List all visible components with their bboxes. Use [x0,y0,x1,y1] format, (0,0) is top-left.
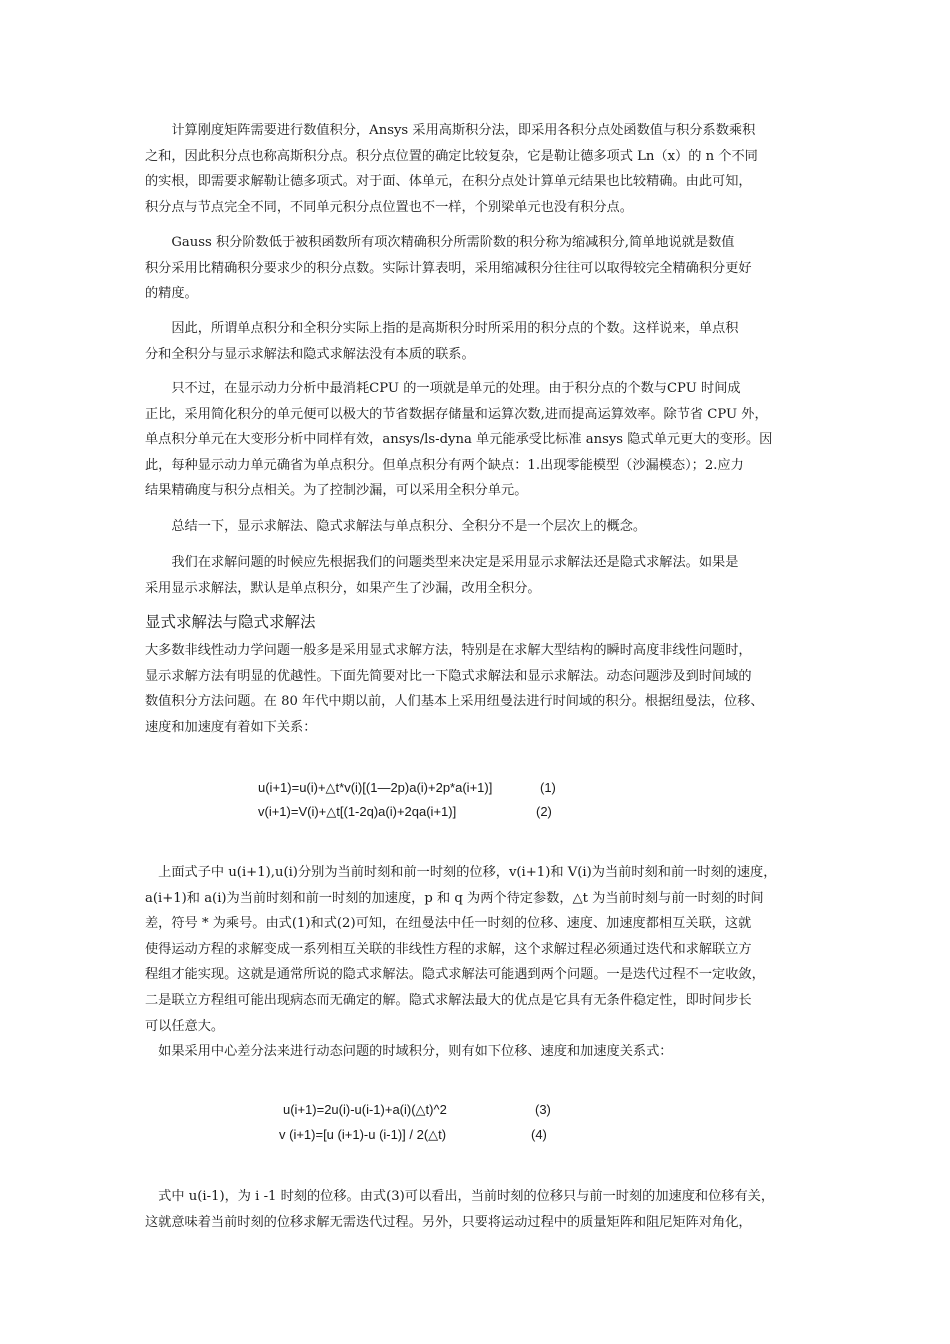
text-line: 总结一下，显示求解法、隐式求解法与单点积分、全积分不是一个层次上的概念。 [145,519,647,534]
text-line: 结果精确度与积分点相关。为了控制沙漏，可以采用全积分单元。 [145,483,528,499]
paragraph-intro [145,638,809,740]
section-heading: 显式求解法与隐式求解法 [145,613,316,631]
text-line: 如果采用中心差分法来进行动态问题的时域积分，则有如下位移、速度和加速度关系式： [145,1044,673,1060]
formula-3: u(i+1)=2u(i)-u(i-1)+a(i)(△t)^2 [283,1102,447,1117]
paragraph-summary [145,514,809,540]
text-line: 积分点与节点完全不同，不同单元积分点位置也不一样，个别梁单元也没有积分点。 [145,199,633,215]
formula-1: u(i+1)=u(i)+△t*v(i)[(1—2p)a(i)+2p*a(i+1)] [258,780,493,795]
paragraph-integration-points [145,118,809,220]
text-line: 分和全积分与显示求解法和隐式求解法没有本质的联系。 [145,346,475,362]
text-line: 大多数非线性动力学问题一般多是采用显式求解方法，特别是在求解大型结构的瞬时高度非线性问题时， [145,643,752,658]
paragraph-central-difference [145,1184,809,1235]
text-line: 式中 u(i-1)，为 i -1 时刻的位移。由式(3)可以看出，当前时刻的位移只与前一时刻的加速度和位移有关， [145,1189,775,1204]
text-line: 数值积分方法问题。在 80 年代中期以前，人们基本上采用纽曼法进行时间域的积分。根据纽曼法，位移、 [145,694,764,710]
formula-2: v(i+1)=V(i)+△t[(1-2q)a(i)+2qa(i+1)] [258,804,457,819]
text-line: 差，符号 * 为乘号。由式(1)和式(2)可知，在纽曼法中任一时刻的位移、速度、加速度都相互关联，这就 [145,916,752,932]
text-line: 计算刚度矩阵需要进行数值积分，Ansys 采用高斯积分法，即采用各积分点处函数值与积分系数乘积 [145,123,756,138]
text-line: Gauss 积分阶数低于被积函数所有项次精确积分所需阶数的积分称为缩减积分,简单地说就是数值 [145,235,735,250]
text-line: 我们在求解问题的时候应先根据我们的问题类型来决定是采用显示求解法还是隐式求解法。如果是 [145,555,739,570]
text-line: 此，每种显示动力单元确省为单点积分。但单点积分有两个缺点：1.出现零能模型（沙漏模态）；2.应力 [145,457,744,473]
equation-number-3: (3) [535,1102,551,1117]
text-line: 单点积分单元在大变形分析中同样有效，ansys/ls-dyna 单元能承受比标准 ansys 隐式单元更大的变形。因 [145,432,773,448]
text-line: 之和，因此积分点也称高斯积分点。积分点位置的确定比较复杂，它是勒让德多项式 Ln（x）的 n 个不同 [145,148,758,164]
text-line: 二是联立方程组可能出现病态而无确定的解。隐式求解法最大的优点是它具有无条件稳定性，即时间步长 [145,992,752,1008]
text-line: 采用显示求解法，默认是单点积分，如果产生了沙漏，改用全积分。 [145,580,541,596]
text-line: 只不过，在显示动力分析中最消耗CPU 的一项就是单元的处理。由于积分点的个数与CPU 时间成 [145,381,741,396]
text-line: 正比，采用简化积分的单元便可以极大的节省数据存储量和运算次数,进而提高运算效率。除节省 CPU 外， [145,406,768,422]
paragraph-choice [145,550,809,601]
text-line: 速度和加速度有着如下关系： [145,719,317,735]
text-line: 的实根，即需要求解勒让德多项式。对于面、体单元，在积分点处计算单元结果也比较精确。由此可知， [145,174,752,190]
text-line: 这就意味着当前时刻的位移求解无需迭代过程。另外，只要将运动过程中的质量矩阵和阻尼矩阵对角化， [145,1214,752,1230]
paragraph-reduced-integration [145,230,809,307]
text-line: 上面式子中 u(i+1),u(i)分别为当前时刻和前一时刻的位移，v(i+1)和 V(i)为当前时刻和前一时刻的速度， [145,865,777,880]
text-line: 程组才能实现。这就是通常所说的隐式求解法。隐式求解法可能遇到两个问题。一是迭代过程不一定收敛， [145,967,765,983]
text-line: 因此，所谓单点积分和全积分实际上指的是高斯积分时所采用的积分点的个数。这样说来，单点积 [145,321,739,336]
text-line: 可以任意大。 [145,1018,225,1034]
equation-number-2: (2) [536,804,552,819]
equation-number-1: (1) [540,780,556,795]
equation-number-4: (4) [531,1127,547,1142]
text-line: a(i+1)和 a(i)为当前时刻和前一时刻的加速度，p 和 q 为两个待定参数，△t 为当前时刻与前一时刻的时间 [145,890,764,906]
text-line: 显示求解方法有明显的优越性。下面先简要对比一下隐式求解法和显示求解法。动态问题涉及到时间域的 [145,668,752,684]
paragraph-explanation [145,860,809,1065]
text-line: 积分采用比精确积分要求少的积分点数。实际计算表明，采用缩减积分往往可以取得较完全精确积分更好 [145,260,752,276]
text-line: 的精度。 [145,286,198,302]
paragraph-single-point [145,316,809,367]
formula-4: v (i+1)=[u (i+1)-u (i-1)] / 2(△t) [279,1127,447,1142]
text-line: 使得运动方程的求解变成一系列相互关联的非线性方程的求解，这个求解过程必须通过迭代和求解联立方 [145,941,752,957]
paragraph-cpu-cost [145,376,809,504]
